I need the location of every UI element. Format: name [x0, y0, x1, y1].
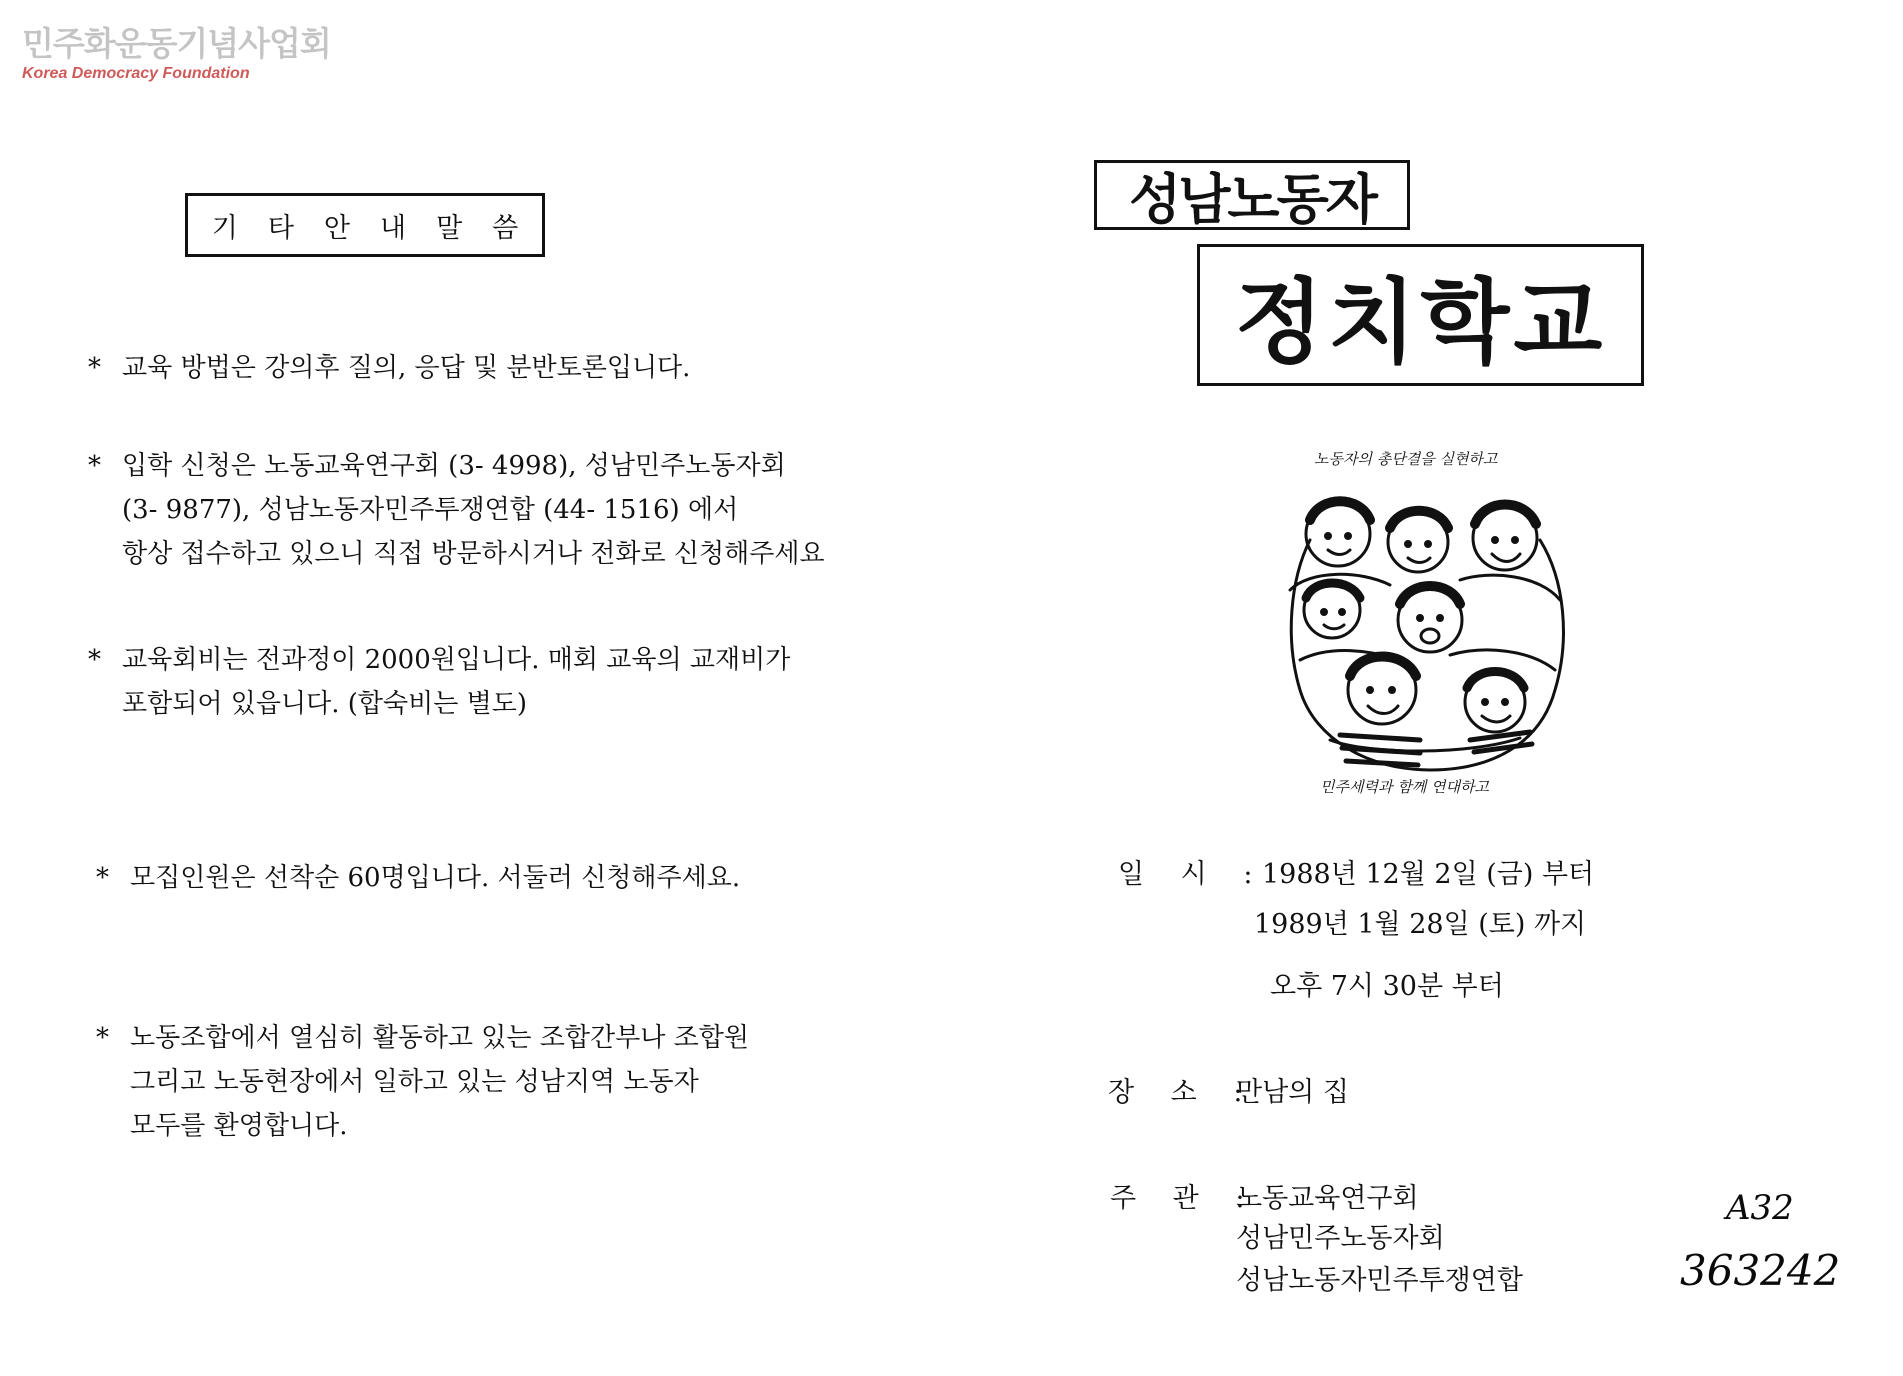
- host-org-1: 노동교육연구회: [1236, 1183, 1419, 1214]
- bullet-star-icon: *: [88, 645, 101, 675]
- info-item-fee: * 교육회비는 전과정이 2000원입니다. 매회 교육의 교재비가 포함되어 있읍니다. (합숙비는 별도): [88, 638, 790, 726]
- page-title: 정치학교: [1234, 269, 1607, 376]
- host-label: 주 관 :: [1110, 1183, 1259, 1214]
- bullet-star-icon: *: [88, 451, 101, 481]
- schedule-label: 일 시 :: [1118, 859, 1267, 890]
- subtitle: 성남노동자: [1129, 167, 1375, 231]
- subtitle-box: [1094, 160, 1410, 230]
- watermark-english: Korea Democracy Foundation: [22, 65, 250, 82]
- illustration-caption-bottom: 민주세력과 함께 연대하고: [1320, 778, 1489, 796]
- title-box: [1197, 244, 1644, 386]
- bullet-star-icon: *: [88, 353, 101, 383]
- archive-code-a: A32: [1726, 1188, 1794, 1228]
- workers-group-icon: [1270, 470, 1580, 790]
- info-item-welcome: * 노동조합에서 열심히 활동하고 있는 조합간부나 조합원 그리고 노동현장에서 일하고 있는 성남지역 노동자 모두를 환영합니다.: [96, 1016, 749, 1148]
- host-org-2: 성남민주노동자회: [1236, 1223, 1445, 1254]
- bullet-star-icon: *: [96, 863, 109, 893]
- info-item-application: * 입학 신청은 노동교육연구회 (3- 4998), 성남민주노동자회 (3- 9877), 성남노동자민주투쟁연합 (44- 1516) 에서 항상 접수하고 있으니 직접 방문하시거나 전화로 신청해주세요: [88, 444, 825, 576]
- place-value: 만남의 집: [1236, 1077, 1349, 1108]
- watermark-korean: 민주화운동기념사업회: [22, 24, 331, 63]
- bullet-star-icon: *: [96, 1023, 109, 1053]
- notice-heading-box: [185, 193, 549, 257]
- host-org-3: 성남노동자민주투쟁연합: [1236, 1265, 1523, 1296]
- archive-code-number: 363242: [1680, 1246, 1841, 1295]
- schedule-start: 1988년 12월 2일 (금) 부터: [1262, 859, 1595, 890]
- info-item-recruitment: * 모집인원은 선착순 60명입니다. 서둘러 신청해주세요.: [96, 856, 740, 900]
- info-item-method: * 교육 방법은 강의후 질의, 응답 및 분반토론입니다.: [88, 346, 690, 390]
- place-label: 장 소 :: [1108, 1077, 1257, 1108]
- schedule-end: 1989년 1월 28일 (토) 까지: [1254, 909, 1587, 940]
- notice-heading: 기타안내말씀: [211, 212, 549, 244]
- schedule-time: 오후 7시 30분 부터: [1270, 971, 1504, 1002]
- illustration-caption-top: 노동자의 총단결을 실현하고: [1314, 450, 1498, 468]
